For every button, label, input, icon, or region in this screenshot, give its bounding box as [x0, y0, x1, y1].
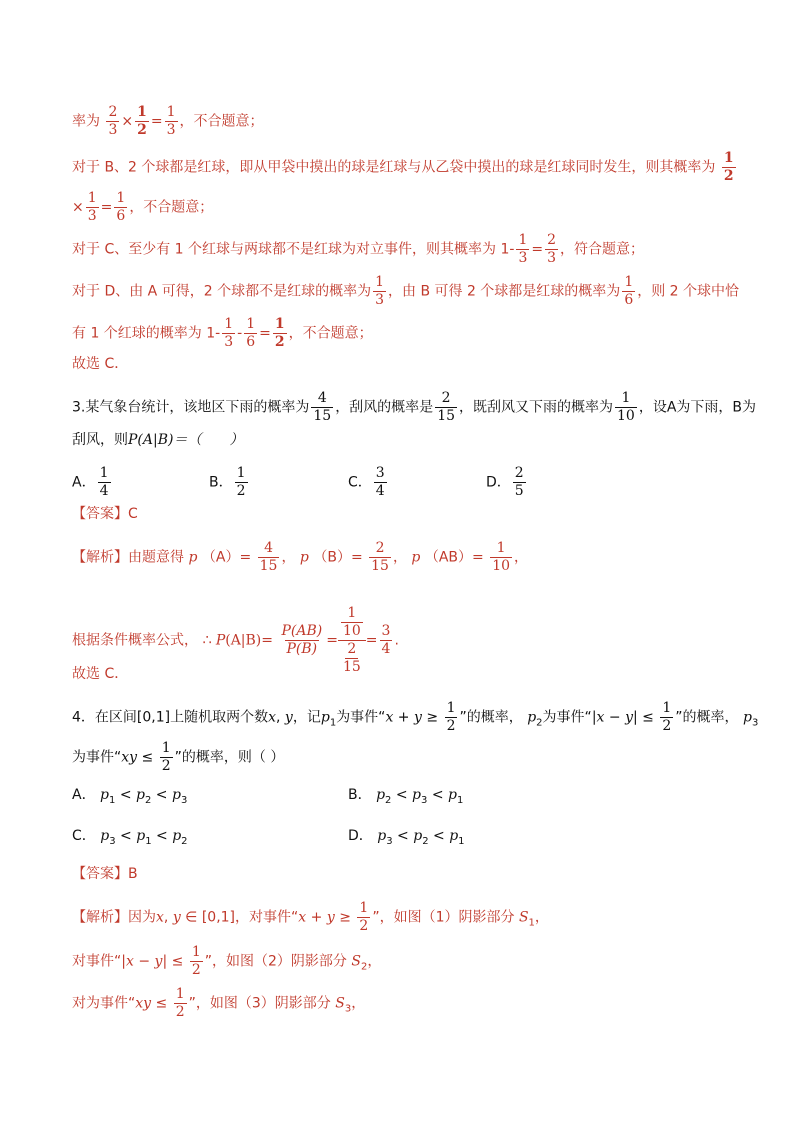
fraction: $\frac{1}{10}$ — [492, 540, 511, 574]
line-7: 故选 C． — [72, 356, 129, 372]
line-6: 有 1 个红球的概率为 1- $\frac{1}{3}$ - $\frac{1}{6}$ = $\frac{1}{2}$ ，不合题意； — [72, 316, 373, 350]
fraction: $\frac{1}{2}$ — [662, 700, 672, 734]
fraction: $\frac{1}{3}$ — [166, 104, 176, 138]
line-4: 对于 C、至少有 1 个红球与两球都不是红球为对立事件，则其概率为 1- $\frac{1}{3}$ = $\frac{2}{3}$ ，符合题意； — [72, 232, 645, 266]
fraction: $\frac{1}{2}$ — [191, 944, 201, 978]
fraction: $\frac{1}{2}$ — [359, 900, 369, 934]
fraction: $\frac{2}{15}$ — [437, 390, 456, 424]
question-4-option-d: D． $p_3 < p_2 < p_1$ — [348, 828, 465, 847]
question-3-formula: 根据条件概率公式， ∴ P(A|B)= $\frac{P(AB)}{P(B)}$ = 1 10 2 15 = $\frac{3}{4}$ . — [72, 605, 399, 675]
fraction: $\frac{1}{6}$ — [116, 190, 126, 224]
question-3-option-d: D． $\frac{2}{5}$ — [486, 465, 524, 499]
fraction: $\frac{1}{2}$ — [723, 150, 734, 184]
fraction: $\frac{1}{3}$ — [224, 316, 234, 350]
question-4-analysis-2: 对事件“|x − y| ≤ $\frac{1}{2}$ ”，如图（2）阴影部分 $S_2$， — [72, 944, 382, 978]
question-4-option-b: B． $p_2 < p_3 < p_1$ — [348, 787, 464, 806]
fraction: $\frac{4}{15}$ — [259, 540, 278, 574]
fraction: $\frac{2}{3}$ — [547, 232, 557, 266]
question-3-line-1: 3.某气象台统计，该地区下雨的概率为 $\frac{4}{15}$ ，刮风的概率是 $\frac{2}{15}$ ，既刮风又下雨的概率为 $\frac{1}{10}$ ，设A为下雨，B为 — [72, 390, 757, 424]
question-3-option-c: C． $\frac{3}{4}$ — [348, 465, 385, 499]
question-4-analysis-1: 【解析】因为x, y ∈ [0,1]，对事件“x + y ≥ $\frac{1}{2}$ ”，如图（1）阴影部分 $S_1$， — [72, 900, 549, 934]
fraction: $\frac{3}{4}$ — [375, 465, 385, 499]
fraction: $\frac{1}{3}$ — [87, 190, 97, 224]
fraction: $\frac{1}{2}$ — [274, 316, 285, 350]
fraction: $\frac{1}{3}$ — [518, 232, 528, 266]
line-1: 率为 $\frac{2}{3}$ × $\frac{1}{2}$ = $\frac{1}{3}$ ，不合题意； — [72, 104, 264, 138]
fraction: $\frac{4}{15}$ — [313, 390, 332, 424]
fraction: $\frac{1}{3}$ — [375, 274, 384, 308]
question-3-line-2: 刮风，则P(A|B)＝（ ） — [72, 432, 244, 448]
nested-fraction: 1 10 2 15 — [338, 605, 366, 676]
question-3-option-b: B． $\frac{1}{2}$ — [209, 465, 246, 499]
line-5: 对于 D、由 A 可得，2 个球都不是红球的概率为 $\frac{1}{3}$ ，由 B 可得 2 个球都是红球的概率为 $\frac{1}{6}$ ，则 2 个球中恰 — [72, 274, 740, 308]
question-4-option-a: A． $p_1 < p_2 < p_3$ — [72, 787, 188, 806]
fraction: $\frac{1}{10}$ — [617, 390, 635, 424]
fraction: $\frac{2}{3}$ — [108, 104, 118, 138]
question-3-answer: 【答案】C — [72, 506, 138, 522]
fraction: $\frac{1}{2}$ — [236, 465, 246, 499]
fraction: $\frac{P(AB)}{P(B)}$ — [281, 623, 323, 657]
fraction: $\frac{1}{4}$ — [99, 465, 109, 499]
question-4-option-c: C． $p_3 < p_1 < p_2$ — [72, 828, 188, 847]
fraction: $\frac{1}{2}$ — [175, 986, 185, 1020]
question-3-option-a: A． $\frac{1}{4}$ — [72, 465, 109, 499]
fraction: $\frac{1}{6}$ — [624, 274, 634, 308]
question-4-analysis-3: 对为事件“xy ≤ $\frac{1}{2}$ ”，如图（3）阴影部分 $S_3$， — [72, 986, 366, 1020]
question-3-analysis: 【解析】由题意得 p （A）= $\frac{4}{15}$ ， p （B）= $\frac{2}{15}$ ， p （AB）= $\frac{1}{10}$ ， — [72, 540, 529, 574]
fraction: $\frac{3}{4}$ — [381, 623, 391, 657]
fraction: $\frac{2}{5}$ — [514, 465, 524, 499]
line-2: 对于 B、2 个球都是红球，即从甲袋中摸出的球是红球与从乙袋中摸出的球是红球同时发生，则其概率为 $\frac{1}{2}$ — [72, 150, 734, 184]
question-4-line-2: 为事件“xy ≤ $\frac{1}{2}$ ”的概率，则（ ） — [72, 740, 285, 774]
line-3: × $\frac{1}{3}$ = $\frac{1}{6}$ ，不合题意； — [72, 190, 214, 224]
question-4-answer: 【答案】B — [72, 866, 138, 882]
fraction: $\frac{1}{2}$ — [137, 104, 147, 138]
question-4-line-1: 4．在区间[0,1]上随机取两个数x, y，记$p_1$为事件“x + y ≥ $\frac{1}{2}$ ”的概率， $p_2$为事件“|x − y| ≤ $\frac{1}{2}$ ”的概率， $p_3$ — [72, 700, 759, 734]
question-3-conclusion: 故选 C． — [72, 666, 129, 682]
fraction: $\frac{1}{2}$ — [446, 700, 456, 734]
fraction: $\frac{1}{2}$ — [161, 740, 171, 774]
fraction: $\frac{2}{15}$ — [371, 540, 389, 574]
fraction: $\frac{1}{6}$ — [246, 316, 256, 350]
